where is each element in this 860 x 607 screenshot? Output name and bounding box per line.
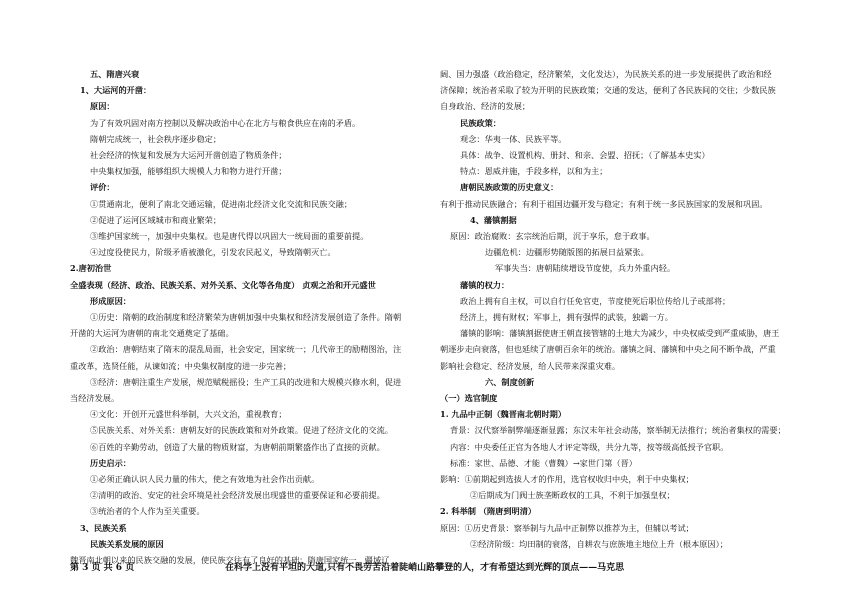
right-text-line: 有利于推动民族融合；有利于祖国边疆开发与稳定；有利于统一多民族国家的发展和巩固。: [440, 198, 768, 209]
left-text-line: 隋朝完成统一，社会秩序逐步稳定；: [90, 133, 222, 144]
right-text-line: 2. 科举制 （隋唐到明清）: [440, 506, 537, 517]
left-text-line: ④过度役使民力，阶级矛盾被激化，引发农民起义，导致隋朝灭亡。: [90, 247, 336, 258]
right-text-line: （一）选官制度: [440, 393, 498, 404]
left-text-line: ③统治者的个人作为至关重要。: [90, 506, 205, 517]
page-number: 第 3 页 共 6 页: [70, 563, 135, 573]
left-text-line: ③维护国家统一，加强中央集权。也是唐代得以巩固大一统局面的重要前提。: [90, 231, 369, 242]
left-text-line: 评价：: [90, 182, 115, 193]
right-text-line: 阔、国力强盛（政治稳定，经济繁荣，文化发达），为民族关系的进一步发展提供了政治和经: [440, 69, 772, 79]
right-text-line: 经济上，拥有财权；军事上，拥有强悍的武装，独霸一方。: [460, 312, 673, 323]
right-text-line: 济保障；统治者采取了较为开明的民族政策；交通的发达，便利了各民族间的交往；少数民族: [440, 85, 776, 96]
right-text-line: 藩镇的权力：: [460, 279, 510, 290]
left-text-line: 魏晋南北朝以来的民族交融的发展，使民族交往有了良好的基础；隋唐国家统一、疆域辽: [70, 555, 390, 566]
left-text-line: ②清明的政治、安定的社会环境是社会经济发展出现盛世的重要保证和必要前提。: [90, 490, 385, 501]
right-text-line: ②后期成为门阀士族垄断政权的工具，不利于加强皇权；: [470, 490, 675, 501]
left-text-line: ②促进了运河区域城市和商业繁荣；: [90, 214, 222, 225]
footer-quote: 在科学上没有平坦的大道,只有不畏劳苦沿着陡峭山路攀登的人，才有希望达到光辉的顶点——马克思: [225, 563, 625, 573]
left-text-line: ④文化：开创开元盛世科举制，大兴文治，重视教育；: [90, 409, 287, 420]
left-text-line: ①贯通南北，便利了南北交通运输，促进南北经济文化交流和民族交融；: [90, 198, 353, 209]
left-text-line: 历史启示：: [90, 457, 131, 468]
left-text-line: 当经济发展。: [70, 393, 120, 404]
left-text-line: ①历史：隋朝的政治制度和经济繁荣为唐朝加强中央集权和经济发展创造了条件。隋朝: [90, 312, 402, 323]
right-text-line: 原因：①历史背景：察举制与九品中正制弊以推荐为主，但辅以考试；: [440, 522, 694, 533]
right-column: [440, 66, 810, 552]
page-footer: [70, 560, 810, 574]
left-text-line: 开凿的大运河为唐朝的南北交通奠定了基础。: [70, 328, 234, 339]
left-text-line: 全盛表现（经济、政治、民族关系、对外关系、文化等各角度） 贞观之治和开元盛世: [70, 279, 376, 290]
left-text-line: ③经济：唐朝注重生产发展，规范赋税摇役；生产工具的改进和大规模兴修水利，促进: [90, 376, 402, 387]
left-text-line: 重改革，选贤任能，从谏如流；中央集权制度的进一步完善；: [70, 360, 292, 371]
right-text-line: 背景：汉代察举制弊端逐渐显露；东汉末年社会动荡，察举制无法推行；统治者集权的需要；: [450, 425, 786, 436]
right-text-line: 影响社会稳定、经济发展，给人民带来深重灾难。: [440, 360, 621, 371]
left-text-line: 1、大运河的开凿：: [80, 85, 152, 96]
left-text-line: 原因：: [90, 101, 115, 112]
right-text-line: 特点：恩威并施，手段多样，以和为主；: [460, 166, 608, 177]
left-column: [70, 66, 422, 568]
right-text-line: 军事失当：唐朝陆续增设节度使，兵力外重内轻。: [495, 263, 676, 274]
left-text-line: 3、民族关系: [80, 522, 127, 533]
left-text-line: 形成原因：: [90, 295, 131, 306]
left-text-line: 2.唐初治世: [70, 263, 112, 274]
left-text-line: 民族关系发展的原因: [90, 538, 164, 549]
left-text-line: 为了有效巩固对南方控制以及解决政治中心在北方与粮食供应在南的矛盾。: [90, 117, 361, 128]
right-text-line: 标准：家世、品德、才能（曹魏）→家世门第（晋）: [450, 457, 637, 468]
right-text-line: 自身政治、经济的发展；: [440, 101, 531, 112]
left-text-line: 社会经济的恢复和发展为大运河开凿创造了物质条件；: [90, 150, 287, 161]
right-text-line: 藩镇的影响：藩镇割据使唐王朝直接管辖的土地大为减少，中央权威受到严重威胁，唐王: [460, 328, 780, 339]
right-text-line: 政治上拥有自主权，可以自行任免官吏，节度使死后职位传给儿子或部将；: [460, 295, 731, 306]
right-text-line: 1. 九品中正制（魏晋南北朝时期）: [440, 409, 567, 420]
right-text-line: 朝逐步走向衰落，但也延续了唐朝百余年的统治。藩镇之间、藩镇和中央之间不断争战，严重: [440, 344, 776, 355]
right-text-line: 原因：政治腐败：玄宗统治后期，沉于享乐，怠于政事。: [450, 231, 655, 242]
right-text-line: 观念：华夷一体、民族平等。: [460, 133, 567, 144]
right-text-line: 民族政策：: [460, 117, 501, 128]
right-text-line: 影响：①前期起到选拔人才的作用，选官权收归中央，利于中央集权；: [440, 474, 694, 485]
left-text-line: ⑤民族关系、对外关系：唐朝友好的民族政策和对外政策。促进了经济文化的交流。: [90, 425, 393, 436]
right-text-line: 边疆危机：边疆形势随版图的拓展日益紧张。: [485, 247, 649, 258]
right-text-line: 4、藩镇割据: [470, 214, 517, 225]
left-text-line: ⑥百姓的辛勤劳动，创造了大量的物质财富，为唐朝前期繁盛作出了直接的贡献。: [90, 441, 385, 452]
left-text-line: ①必须正确认识人民力量的伟大，使之有效地为社会作出贡献。: [90, 474, 320, 485]
right-text-line: ②经济阶级：均田制的衰落，自耕农与庶族地主地位上升（根本原因）；: [470, 538, 728, 549]
left-text-line: ②政治：唐朝结束了隋末的混乱局面，社会安定，国家统一；几代帝王的励精图治，注: [90, 344, 402, 355]
left-text-line: 中央集权加强，能够组织大规模人力和物力进行开凿；: [90, 166, 287, 177]
right-text-line: 唐朝民族政策的历史意义：: [460, 182, 559, 193]
right-text-line: 内容：中央委任正官为各地人才评定等级，共分九等，按等级高低授予官职。: [450, 441, 729, 452]
right-text-line: 具体：战争、设置机构、册封、和亲、会盟、招抚；（了解基本史实）: [460, 150, 710, 161]
right-text-line: 六、制度创新: [485, 376, 535, 387]
left-text-line: 五、隋唐兴衰: [90, 69, 140, 79]
